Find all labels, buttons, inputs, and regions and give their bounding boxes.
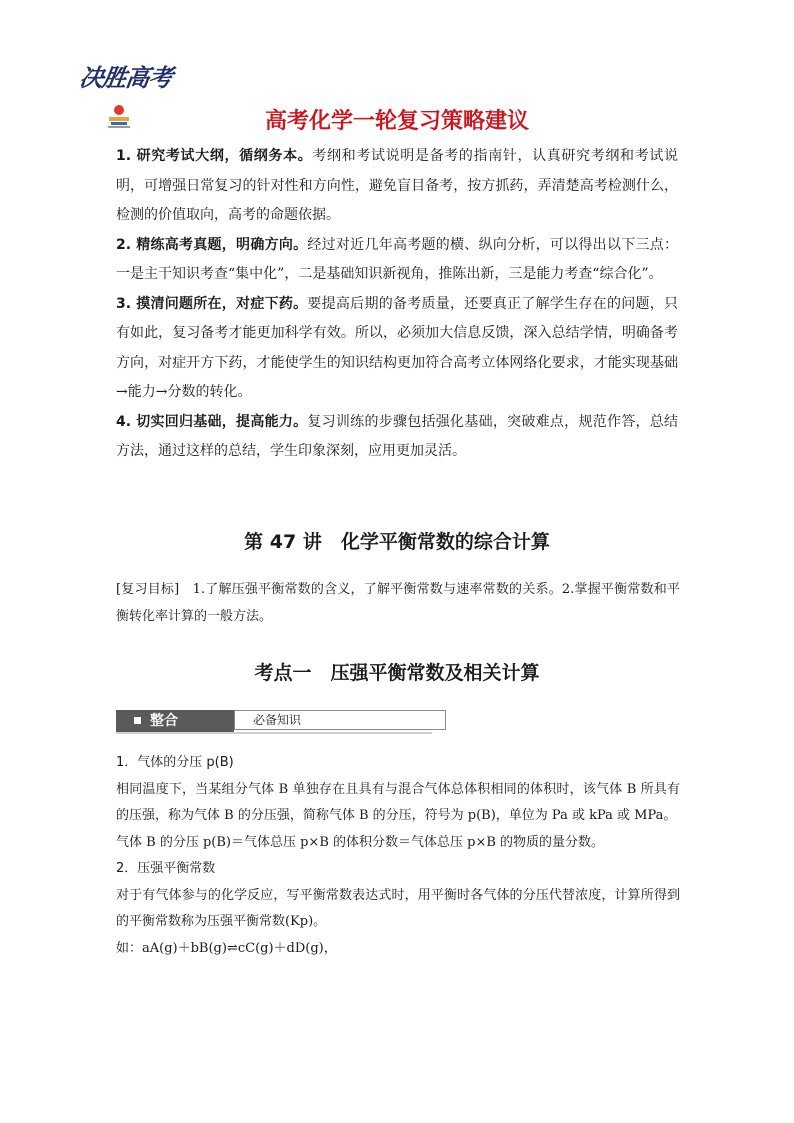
paragraph: 对于有气体参与的化学反应，写平衡常数表达式时，用平衡时各气体的分压代替浓度，计算所得到的平衡常数称为压强平衡常数(Kp)。 xyxy=(116,887,680,929)
section-title: 考点一 压强平衡常数及相关计算 xyxy=(254,662,540,684)
review-goal xyxy=(116,576,680,630)
review-goal-label: [复习目标] xyxy=(116,582,180,597)
advice-heading: 3. 摸清问题所在，对症下药。 xyxy=(116,295,308,312)
square-bullet-icon xyxy=(134,717,141,724)
section-bar xyxy=(116,710,432,734)
review-goal-text: 1.了解压强平衡常数的含义，了解平衡常数与速率常数的关系。2.掌握平衡常数和平衡转化率计算的一般方法。 xyxy=(116,582,680,624)
bar-tag-integrate xyxy=(116,710,234,732)
paragraph: 相同温度下，当某组分气体 B 单独存在且具有与混合气体总体积相同的体积时，该气体 B 所具有的压强，称为气体 B 的分压强，简称气体 B 的分压，符号为 p(B)，单位为 Pa 或 kPa 或 MPa。 xyxy=(116,781,680,823)
bar-light-label: 必备知识 xyxy=(253,713,302,727)
subsection-title: 1．气体的分压 p(B) xyxy=(116,755,234,770)
advice-text: 复习训练的步骤包括强化基础，突破难点，规范作答，总结方法，通过这样的总结，学生印象深刻，应用更加灵活。 xyxy=(116,413,679,459)
advice-text: 要提高后期的备考质量，还要真正了解学生存在的问题，只有如此，复习备考才能更加科学有效。所以，必须加大信息反馈，深入总结学情，明确备考方向，对症开方下药，才能使学生的知识结构更加符合高考立体网络化要求，才能实现基础→能力→分数的转化。 xyxy=(116,295,679,400)
equation-line: 如：aA(g)＋bB(g)⇌cC(g)＋dD(g)， xyxy=(116,940,337,956)
advice-text: 经过对近几年高考题的横、纵向分析，可以得出以下三点：一是主干知识考查“集中化”，二是基础知识新视角，推陈出新，三是能力考查“综合化”。 xyxy=(116,236,679,282)
bar-dark-label: 整合 xyxy=(150,713,178,729)
strategy-advice xyxy=(116,142,678,467)
advice-item-2 xyxy=(116,231,678,290)
advice-text: 考纲和考试说明是备考的指南针，认真研究考纲和考试说明，可增强日常复习的针对性和方向性，避免盲目备考，按方抓药，弄清楚高考检测什么，检测的价值取向，高考的命题依据。 xyxy=(116,148,678,223)
advice-item-3 xyxy=(116,290,678,408)
bar-underline xyxy=(116,732,432,734)
lecture-title: 第 47 讲 化学平衡常数的综合计算 xyxy=(244,531,550,553)
logo-text: 决胜高考 xyxy=(77,64,174,92)
advice-item-4 xyxy=(116,408,678,467)
advice-heading: 2. 精练高考真题，明确方向。 xyxy=(116,236,308,253)
paragraph: 气体 B 的分压 p(B)＝气体总压 p×B 的体积分数＝气体总压 p×B 的物质的量分数。 xyxy=(116,834,605,850)
advice-heading: 1. 研究考试大纲，循纲务本。 xyxy=(116,148,313,164)
page-title: 高考化学一轮复习策略建议 xyxy=(264,109,529,134)
advice-heading: 4. 切实回归基础，提高能力。 xyxy=(116,413,308,430)
section-body xyxy=(116,750,680,962)
subsection-title: 2．压强平衡常数 xyxy=(116,861,216,876)
bar-tag-knowledge xyxy=(234,710,446,730)
advice-item-1 xyxy=(116,142,678,231)
